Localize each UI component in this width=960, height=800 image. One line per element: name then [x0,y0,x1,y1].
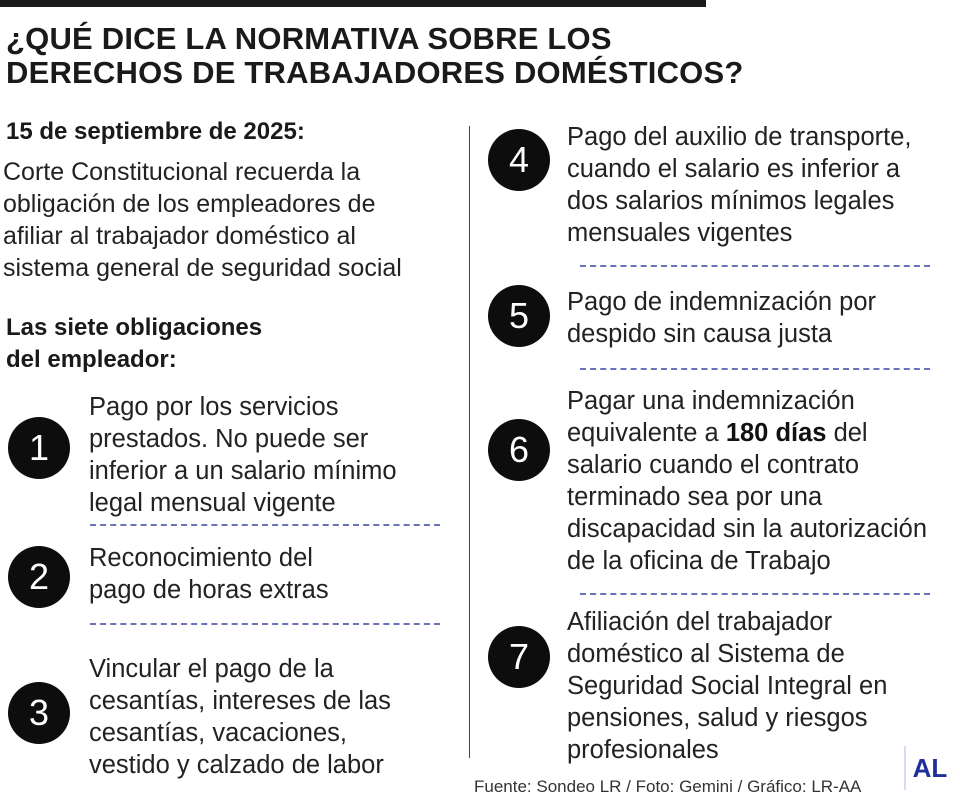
title-line-1: ¿QUÉ DICE LA NORMATIVA SOBRE LOS [6,21,612,56]
obligation-line: inferior a un salario mínimo [89,457,397,485]
intro-line: Corte Constitucional recuerda la [3,158,361,186]
number-badge: 1 [8,417,70,479]
section-heading [6,312,262,376]
title-line-2: DERECHOS DE TRABAJADORES DOMÉSTICOS? [6,55,744,90]
obligation-line: cuando el salario es inferior a [567,155,901,183]
obligation-line: salario cuando el contrato [567,451,860,479]
obligation-line: despido sin causa justa [567,320,833,348]
obligation-line: vestido y calzado de labor [89,751,384,779]
obligation-line: Seguridad Social Integral en [567,672,888,700]
dashed-separator [90,524,440,526]
dashed-separator [580,265,930,267]
obligation-text [89,653,391,781]
dashed-separator [580,593,930,595]
obligation-line: cesantías, vacaciones, [89,719,347,747]
obligation-line: pago de horas extras [89,576,329,604]
obligation-line: prestados. No puede ser [89,425,369,453]
date-label: 15 de septiembre de 2025: [6,118,305,145]
obligation-line: terminado sea por una [567,483,823,511]
obligation-line: mensuales vigentes [567,219,793,247]
intro-line: obligación de los empleadores de [3,190,376,218]
intro-line: afiliar al trabajador doméstico al [3,222,356,250]
dashed-separator [90,623,440,625]
obligation-line: de la oficina de Trabajo [567,547,831,575]
obligation-line: Pago del auxilio de transporte, [567,123,912,151]
number-badge: 6 [488,419,550,481]
obligation-line: legal mensual vigente [89,489,336,517]
obligation-line: pensiones, salud y riesgos [567,704,868,732]
number-badge: 2 [8,546,70,608]
obligation-line: discapacidad sin la autorización [567,515,928,543]
highlighted-duration: 180 días [725,419,827,447]
obligation-line-text: equivalente a [567,419,719,447]
obligation-line: Vincular el pago de la [89,655,334,683]
obligation-line: Afiliación del trabajador [567,608,833,636]
obligation-line: Pago por los servicios [89,393,339,421]
obligation-text [567,606,887,766]
page-title [6,22,906,90]
column-divider [469,126,470,758]
obligation-line: cesantías, intereses de las [89,687,391,715]
obligation-text [567,385,927,577]
dashed-separator [580,368,930,370]
obligation-line: doméstico al Sistema de [567,640,845,668]
obligation-text [567,286,876,350]
number-badge: 3 [8,682,70,744]
obligation-line-text: del [833,419,868,447]
number-badge: 4 [488,129,550,191]
number-badge: 7 [488,626,550,688]
obligation-text [567,121,911,249]
intro-paragraph [3,156,458,284]
section-heading-line-2: del empleador: [6,346,177,373]
obligation-line: dos salarios mínimos legales [567,187,895,215]
obligation-text [89,391,397,519]
publisher-logo: AL [904,746,954,790]
obligation-line: Reconocimiento del [89,544,313,572]
obligation-line: profesionales [567,736,719,764]
obligation-line [567,417,927,449]
obligation-text [89,542,329,606]
top-rule [0,0,706,7]
number-badge: 5 [488,285,550,347]
obligation-line: Pagar una indemnización [567,387,855,415]
obligation-line: Pago de indemnización por [567,288,877,316]
intro-line: sistema general de seguridad social [3,254,402,282]
source-credit: Fuente: Sondeo LR / Foto: Gemini / Gráfico: LR-AA [474,777,862,796]
section-heading-line-1: Las siete obligaciones [6,314,263,341]
